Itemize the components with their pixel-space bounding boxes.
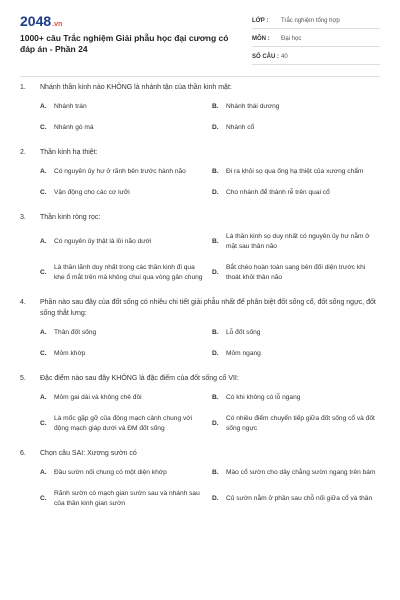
option-letter: B.	[212, 168, 219, 175]
option-grid	[20, 102, 380, 133]
logo-tld: .vn	[52, 21, 63, 28]
option-d[interactable]	[212, 188, 384, 198]
question-number: 5.	[20, 375, 26, 382]
option-letter: D.	[212, 420, 219, 427]
option-letter: C.	[40, 269, 47, 276]
option-text: Lỗ đốt sống	[226, 329, 261, 336]
meta-label: LỚP :	[252, 18, 269, 24]
option-grid	[20, 328, 380, 359]
question-number: 3.	[20, 214, 26, 221]
document-title: 1000+ câu Trắc nghiệm Giải phẫu học đại cương có đáp án - Phần 24	[20, 33, 229, 54]
option-letter: D.	[212, 124, 219, 131]
option-b[interactable]	[212, 328, 384, 338]
option-grid	[20, 393, 380, 434]
option-grid	[20, 232, 380, 283]
option-letter: B.	[212, 103, 219, 110]
question-number: 4.	[20, 299, 26, 306]
option-a[interactable]	[40, 167, 212, 177]
option-b[interactable]	[212, 232, 384, 252]
meta-row-class	[252, 14, 380, 29]
option-text: Là thần kinh sọ duy nhất có nguyên ủy hư nằm ở mặt sau thân não	[226, 233, 370, 250]
question-item	[20, 212, 380, 283]
question-text: Chọn câu SAI: Xương sườn có	[40, 450, 137, 457]
option-letter: D.	[212, 269, 219, 276]
option-b[interactable]	[212, 468, 384, 478]
question-text-row	[20, 448, 380, 459]
option-letter: B.	[212, 238, 219, 245]
option-text: Mỏm gai dài và không chẻ đôi	[54, 394, 142, 401]
document-meta	[252, 14, 380, 68]
header-divider	[20, 76, 380, 77]
option-text: Bắt chéo hoàn toàn sang bên đối diện trước khi thoát khỏi thân não	[226, 264, 366, 281]
meta-label: MÔN :	[252, 36, 270, 42]
option-c[interactable]	[40, 123, 212, 133]
option-letter: D.	[212, 350, 219, 357]
site-logo[interactable]	[20, 13, 62, 29]
option-letter: A.	[40, 469, 47, 476]
option-grid	[20, 468, 380, 509]
option-letter: D.	[212, 495, 219, 502]
question-text-row	[20, 297, 380, 319]
option-c[interactable]	[40, 263, 212, 283]
option-d[interactable]	[212, 263, 384, 283]
option-text: Thân đốt sống	[54, 329, 97, 336]
question-text-row	[20, 147, 380, 158]
meta-value: Đại học	[281, 36, 302, 42]
question-item	[20, 82, 380, 133]
option-letter: A.	[40, 238, 47, 245]
option-letter: C.	[40, 420, 47, 427]
option-text: Mỏm ngang	[226, 350, 261, 357]
question-number: 1.	[20, 84, 26, 91]
option-text: Rãnh sườn có mạch gian sườn sau và nhánh sau của thần kinh gian sườn	[54, 490, 200, 507]
meta-label: SỐ CÂU :	[252, 54, 279, 60]
option-letter: B.	[212, 329, 219, 336]
option-text: Có nguyên ủy hư ở rãnh bên trước hành não	[54, 168, 186, 175]
option-text: Vận động cho các cơ lưỡi	[54, 189, 130, 196]
option-d[interactable]	[212, 123, 384, 133]
option-d[interactable]	[212, 489, 384, 509]
option-text: Có nhiều điểm chuyển tiếp giữa đốt sống cổ và đốt sống ngực	[226, 415, 375, 432]
option-text: Cho nhánh để thành rễ trên quai cổ	[226, 189, 330, 196]
option-d[interactable]	[212, 414, 384, 434]
option-a[interactable]	[40, 393, 212, 403]
option-letter: C.	[40, 189, 47, 196]
question-number: 2.	[20, 149, 26, 156]
meta-row-subject	[252, 32, 380, 47]
option-b[interactable]	[212, 167, 384, 177]
option-text: Nhánh gò má	[54, 124, 94, 131]
option-text: Mào cổ sườn cho dây chằng sườn ngang trên bám	[226, 469, 376, 476]
question-item	[20, 297, 380, 359]
option-b[interactable]	[212, 102, 384, 112]
page-header	[0, 0, 400, 70]
option-b[interactable]	[212, 393, 384, 403]
question-text: Phần nào sau đây của đốt sống có nhiều chi tiết giải phẫu nhất để phân biệt đốt sống cổ, đốt sống ngực, đốt sống thắt lưng:	[40, 299, 376, 317]
meta-value: Trắc nghiệm tổng hợp	[281, 18, 340, 24]
option-c[interactable]	[40, 349, 212, 359]
option-c[interactable]	[40, 414, 212, 434]
option-text: Đi ra khỏi sọ qua ống hạ thiệt của xương chẩm	[226, 168, 364, 175]
option-a[interactable]	[40, 102, 212, 112]
question-list	[20, 82, 380, 523]
question-item	[20, 448, 380, 509]
option-letter: A.	[40, 168, 47, 175]
option-text: Nhánh cổ	[226, 124, 255, 131]
option-text: Là mốc gặp gỡ của động mạch cảnh chung với động mạch giáp dưới và ĐM đốt sống	[54, 415, 193, 432]
question-text: Nhánh thần kinh nào KHÔNG là nhánh tận của thần kinh mặt:	[40, 84, 232, 91]
option-text: Củ sườn nằm ở phần sau chỗ nối giữa cổ và thân	[226, 495, 373, 502]
option-grid	[20, 167, 380, 198]
question-number: 6.	[20, 450, 26, 457]
question-text-row	[20, 82, 380, 93]
option-text: Đầu sườn nối chung có một diện khớp	[54, 469, 167, 476]
question-text-row	[20, 373, 380, 384]
option-letter: A.	[40, 329, 47, 336]
option-letter: A.	[40, 103, 47, 110]
option-text: Là thần lãnh duy nhất trong các thần kinh đi qua khe ổ mắt trên mà không chui qua vòng gân chung	[54, 264, 203, 281]
option-letter: D.	[212, 189, 219, 196]
option-letter: C.	[40, 350, 47, 357]
question-item	[20, 147, 380, 198]
option-c[interactable]	[40, 489, 212, 509]
option-text: Nhánh trán	[54, 103, 87, 110]
option-text: Có nguyên ủy thật là lồi não dưới	[54, 238, 152, 245]
option-letter: C.	[40, 495, 47, 502]
logo-main: 2048	[20, 13, 52, 29]
question-text: Đặc điểm nào sau đây KHÔNG là đặc điểm của đốt sống cổ VII:	[40, 375, 239, 382]
meta-value: 40	[281, 54, 288, 60]
option-letter: C.	[40, 124, 47, 131]
option-a[interactable]	[40, 468, 212, 478]
option-letter: B.	[212, 394, 219, 401]
option-text: Mỏm khớp	[54, 350, 86, 357]
option-text: Nhánh thái dương	[226, 103, 280, 110]
meta-row-count	[252, 50, 380, 65]
question-text: Thần kinh ròng rọc:	[40, 214, 101, 221]
option-text: Có khi không có lỗ ngang	[226, 394, 301, 401]
option-d[interactable]	[212, 349, 384, 359]
question-item	[20, 373, 380, 434]
option-a[interactable]	[40, 328, 212, 338]
option-letter: A.	[40, 394, 47, 401]
option-c[interactable]	[40, 188, 212, 198]
question-text: Thần kinh hạ thiệt:	[40, 149, 98, 156]
option-letter: B.	[212, 469, 219, 476]
option-a[interactable]	[40, 232, 212, 252]
question-text-row	[20, 212, 380, 223]
